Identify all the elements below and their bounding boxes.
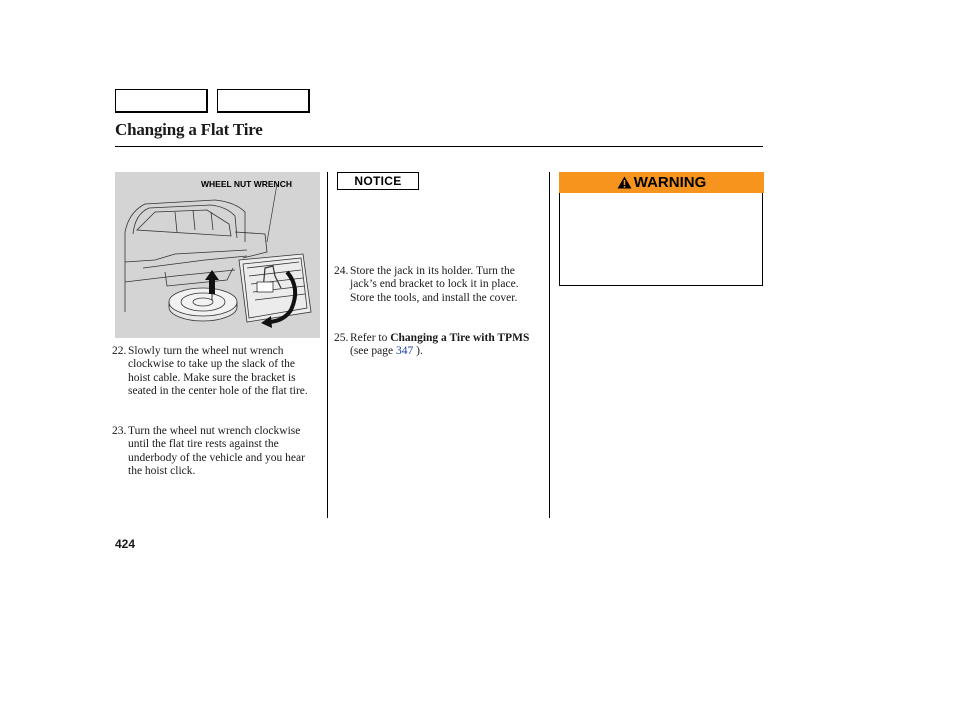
page-link[interactable]: 347 <box>395 345 414 358</box>
step-23 <box>112 425 317 478</box>
step-text: Turn the wheel nut wrench clockwise until the flat tire rests against the underbody of the vehicle and you hear the hoist click. <box>128 425 305 477</box>
nav-button-1[interactable] <box>115 89 208 113</box>
column-divider-1 <box>327 172 328 518</box>
nav-button-2[interactable] <box>217 89 310 113</box>
page-number: 424 <box>115 537 136 551</box>
step-25 <box>334 332 540 359</box>
figure-label: WHEEL NUT WRENCH <box>201 179 292 189</box>
notice-label-box <box>337 172 419 190</box>
notice-label: NOTICE <box>354 174 402 188</box>
step-text-bold: Changing a Tire with TPMS <box>390 332 530 344</box>
step-text-suffix: ). <box>413 345 423 358</box>
step-text: Slowly turn the wheel nut wrench clockwise to take up the slack of the hoist cable. Make sure the bracket is seated in the center hole of the flat tire. <box>128 345 308 397</box>
step-number: 24. <box>334 265 349 277</box>
step-number: 23. <box>112 425 127 437</box>
column-divider-2 <box>549 172 550 518</box>
warning-triangle-icon <box>617 176 632 189</box>
step-text <box>334 332 540 359</box>
warning-label: WARNING <box>633 174 707 191</box>
vehicle-rear-illustration <box>115 172 320 338</box>
wheel-nut-wrench-illustration <box>115 172 320 338</box>
step-number: 25. <box>334 332 349 344</box>
step-text-mid: (see page <box>350 345 396 358</box>
step-number: 22. <box>112 345 127 357</box>
warning-box <box>559 193 763 286</box>
title-divider <box>115 146 763 147</box>
warning-header <box>559 172 764 193</box>
step-24 <box>334 265 540 305</box>
page-title: Changing a Flat Tire <box>115 120 263 139</box>
step-22 <box>112 345 317 398</box>
step-text-prefix: Refer to <box>350 332 391 344</box>
step-text: Store the jack in its holder. Turn the jack’s end bracket to lock it in place. Store the tools, and install the cover. <box>350 265 519 304</box>
